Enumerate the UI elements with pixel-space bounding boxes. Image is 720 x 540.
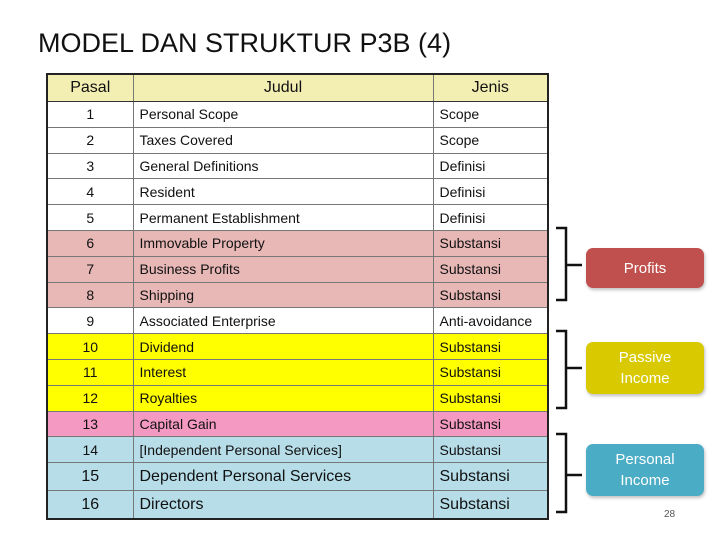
cell-jenis: Anti-avoidance: [433, 308, 548, 334]
cell-pasal: 8: [47, 282, 133, 308]
cell-pasal: 6: [47, 230, 133, 256]
header-jenis: Jenis: [433, 74, 548, 102]
cell-jenis: Substansi: [433, 282, 548, 308]
profits-box: [586, 248, 704, 288]
cell-pasal: 9: [47, 308, 133, 334]
cell-judul: Resident: [133, 179, 433, 205]
cell-judul: Taxes Covered: [133, 127, 433, 153]
cell-judul: Royalties: [133, 385, 433, 411]
cell-jenis: Substansi: [433, 359, 548, 385]
header-pasal: Pasal: [47, 74, 133, 102]
cell-pasal: 15: [47, 463, 133, 491]
cell-pasal: 1: [47, 102, 133, 128]
cell-judul: [Independent Personal Services]: [133, 437, 433, 463]
cell-pasal: 11: [47, 359, 133, 385]
cell-pasal: 14: [47, 437, 133, 463]
cell-jenis: Substansi: [433, 463, 548, 491]
cell-judul: Dividend: [133, 334, 433, 360]
cell-pasal: 16: [47, 491, 133, 520]
passive-income-box: [586, 342, 704, 394]
cell-jenis: Scope: [433, 102, 548, 128]
cell-judul: Dependent Personal Services: [133, 463, 433, 491]
page-number: 28: [664, 509, 676, 520]
passive-income-bracket: [556, 331, 566, 408]
cell-judul: Capital Gain: [133, 411, 433, 437]
cell-judul: Immovable Property: [133, 230, 433, 256]
personal-income-label: Personal Income: [615, 451, 675, 489]
cell-jenis: Substansi: [433, 230, 548, 256]
cell-jenis: Substansi: [433, 256, 548, 282]
cell-pasal: 5: [47, 205, 133, 231]
cell-pasal: 13: [47, 411, 133, 437]
cell-judul: Permanent Establishment: [133, 205, 433, 231]
cell-jenis: Substansi: [433, 385, 548, 411]
passive-income-label: Passive Income: [618, 349, 672, 387]
cell-pasal: 3: [47, 153, 133, 179]
cell-judul: Directors: [133, 491, 433, 520]
cell-pasal: 7: [47, 256, 133, 282]
cell-jenis: Substansi: [433, 411, 548, 437]
cell-jenis: Scope: [433, 127, 548, 153]
cell-judul: Business Profits: [133, 256, 433, 282]
personal-income-box: [586, 444, 704, 496]
header-judul: Judul: [133, 74, 433, 102]
cell-jenis: Substansi: [433, 491, 548, 520]
cell-jenis: Definisi: [433, 205, 548, 231]
cell-jenis: Definisi: [433, 179, 548, 205]
cell-judul: Personal Scope: [133, 102, 433, 128]
profits-label: Profits: [623, 259, 667, 277]
cell-jenis: Definisi: [433, 153, 548, 179]
cell-pasal: 12: [47, 385, 133, 411]
personal-income-bracket: [556, 434, 566, 512]
cell-jenis: Substansi: [433, 437, 548, 463]
cell-pasal: 4: [47, 179, 133, 205]
cell-judul: General Definitions: [133, 153, 433, 179]
cell-judul: Interest: [133, 359, 433, 385]
slide-title: MODEL DAN STRUKTUR P3B (4): [38, 28, 452, 58]
cell-judul: Associated Enterprise: [133, 308, 433, 334]
cell-pasal: 2: [47, 127, 133, 153]
profits-bracket: [556, 228, 566, 300]
cell-jenis: Substansi: [433, 334, 548, 360]
cell-judul: Shipping: [133, 282, 433, 308]
cell-pasal: 10: [47, 334, 133, 360]
